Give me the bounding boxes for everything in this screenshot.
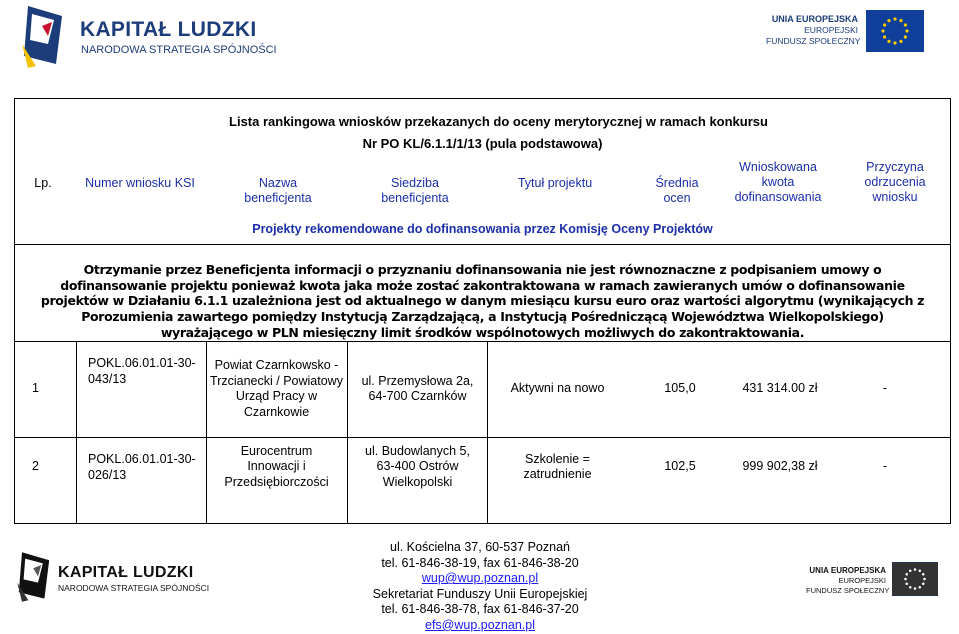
section-title: Projekty rekomendowane do dofinansowania przez Komisję Oceny Projektów — [252, 222, 713, 236]
page-title: Lista rankingowa wniosków przekazanych do oceny merytorycznej w ramach konkursu — [229, 114, 768, 129]
table-row-kwota: 999 902,38 zł — [742, 459, 818, 474]
col-header-siedziba: Siedziba beneficjenta — [381, 176, 449, 205]
kapital-ludzki-emblem-icon — [14, 548, 54, 606]
logo-title: KAPITAŁ LUDZKI — [80, 18, 257, 41]
cell-border — [206, 437, 207, 524]
footer-eu-line3: FUNDUSZ SPOŁECZNY — [806, 586, 890, 595]
footer-department: Sekretariat Funduszy Unii Europejskiej — [372, 586, 588, 601]
footer-eu-line2: EUROPEJSKI — [838, 576, 886, 585]
footer-eu-line1: UNIA EUROPEJSKA — [809, 566, 886, 575]
table-row-kwota: 431 314.00 zł — [742, 381, 818, 396]
footer-kapital-ludzki-logo — [14, 548, 214, 610]
kapital-ludzki-emblem-icon — [18, 4, 68, 70]
cell-border — [76, 341, 77, 437]
footer-email-efs[interactable]: efs@wup.poznan.pl — [425, 617, 535, 632]
footer-contact — [290, 540, 670, 634]
col-header-tytul: Tytuł projektu — [517, 176, 593, 190]
kapital-ludzki-logo — [18, 4, 278, 72]
cell-border — [347, 437, 348, 524]
table-row-numer: POKL.06.01.01-30-026/13 — [88, 452, 196, 482]
table-row-numer: POKL.06.01.01-30-043/13 — [88, 356, 196, 386]
table-row-srednia: 105,0 — [664, 381, 696, 396]
table-row-tytul: Aktywni na nowo — [510, 381, 605, 396]
footer-eu-text — [806, 566, 890, 596]
col-header-nazwa: Nazwa beneficjenta — [244, 176, 312, 205]
footer-email-wup[interactable]: wup@wup.poznan.pl — [421, 571, 539, 586]
eu-flag-icon — [892, 562, 938, 596]
eu-logo — [766, 10, 936, 62]
eu-logo-text — [766, 14, 861, 47]
cell-border — [206, 341, 207, 437]
logo-subtitle: NARODOWA STRATEGIA SPÓJNOŚCI — [81, 44, 277, 56]
footer-phone-1: tel. 61-846-38-19, fax 61-846-38-20 — [381, 555, 579, 570]
eu-line1: UNIA EUROPEJSKA — [771, 14, 858, 24]
col-header-lp: Lp. — [34, 176, 52, 190]
footer-logo-title: KAPITAŁ LUDZKI — [58, 564, 194, 581]
funding-notice: Otrzymanie przez Beneficjenta informacji o przyznaniu dofinansowania nie jest równoznaczne z podpisaniem umowy o dofinansowanie projektu ponieważ kwota jaka może zostać zakontraktowana w ramach zawieranych umów o dofinansowanie projektów w Działaniu 6.1.1 uzależniona jest od aktualnego w danym miesiącu kursu euro oraz wartości algorytmu (wynikających z Porozumienia zawartego pomiędzy Instytucją Zarządzającą, a Instytucją Pośredniczącą Województwa Wielkopolskiego) wyrażającego w PLN miesięczny limit środków wspólnotowych możliwych do zakontraktowania. — [40, 262, 925, 340]
table-row-lp: 2 — [32, 459, 39, 474]
cell-border — [487, 437, 488, 524]
col-header-numer: Numer wniosku KSI — [85, 176, 195, 190]
table-row-nazwa: Powiat Czarnkowsko - Trzcianecki / Powiatowy Urząd Pracy w Czarnkowie — [210, 358, 343, 419]
eu-flag-icon — [866, 10, 924, 52]
table-row-lp: 1 — [32, 381, 39, 396]
eu-line2: EUROPEJSKI — [804, 25, 858, 35]
col-header-kwota: Wnioskowana kwota dofinansowania — [734, 160, 822, 204]
footer-logo-subtitle: NARODOWA STRATEGIA SPÓJNOŚCI — [58, 583, 210, 593]
table-row-srednia: 102,5 — [664, 459, 696, 474]
footer-eu-logo — [806, 562, 956, 602]
cell-border — [347, 341, 348, 437]
col-header-przyczyna: Przyczyna odrzucenia wniosku — [864, 160, 926, 204]
table-row-siedziba: ul. Przemysłowa 2a, 64-700 Czarnków — [361, 373, 474, 403]
footer-address: ul. Kościelna 37, 60-537 Poznań — [390, 540, 570, 554]
competition-number: Nr PO KL/6.1.1/1/13 (pula podstawowa) — [362, 136, 603, 151]
table-row-przyczyna: - — [882, 381, 888, 396]
table-row-nazwa: Eurocentrum Innowacji i Przedsiębiorczości — [224, 443, 329, 489]
table-row-przyczyna: - — [882, 459, 888, 474]
table-row-siedziba: ul. Budowlanych 5, 63-400 Ostrów Wielkopolski — [365, 443, 470, 489]
cell-border — [76, 437, 77, 524]
eu-line3: FUNDUSZ SPOŁECZNY — [766, 36, 861, 46]
table-row-tytul: Szkolenie = zatrudnienie — [523, 451, 592, 481]
footer-phone-2: tel. 61-846-38-78, fax 61-846-37-20 — [381, 602, 579, 617]
cell-border — [487, 341, 488, 437]
table-divider — [14, 244, 951, 245]
col-header-srednia: Średnia ocen — [655, 176, 699, 205]
